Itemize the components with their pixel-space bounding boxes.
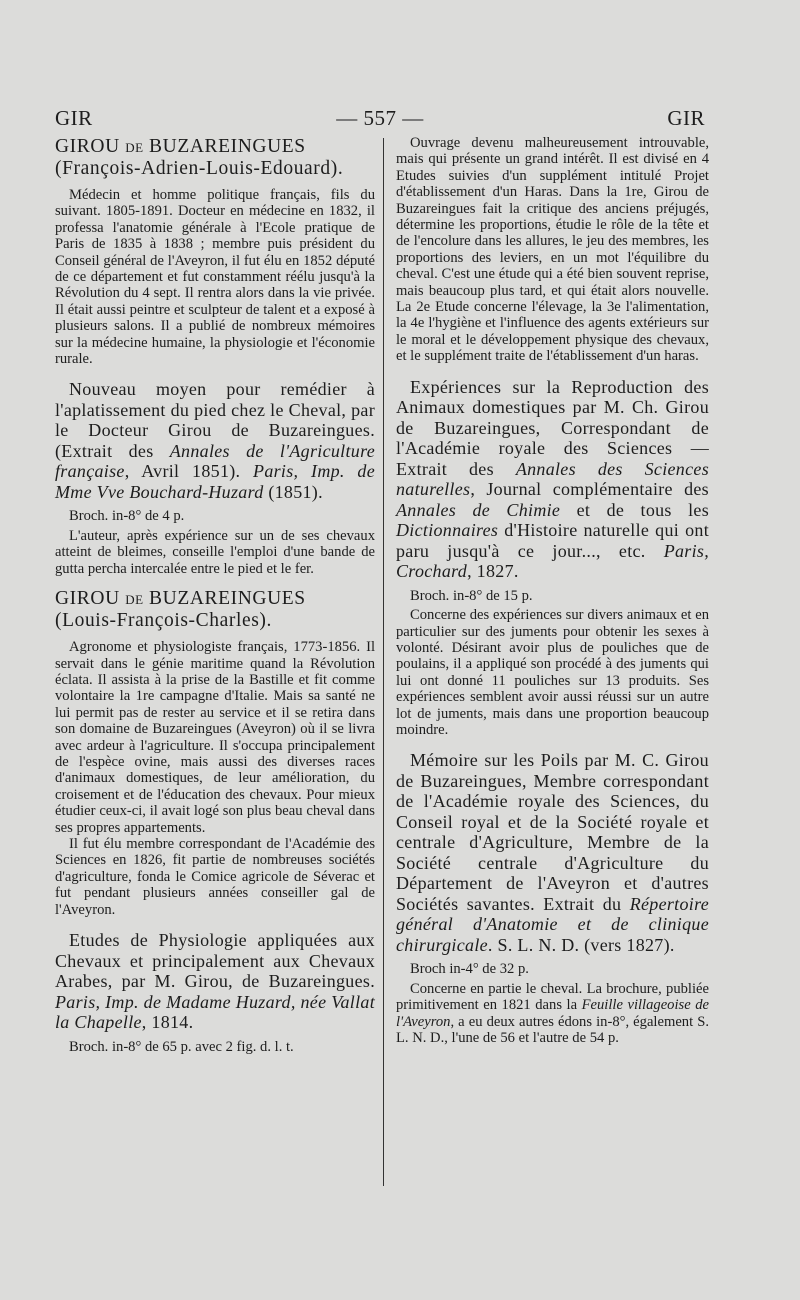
imprint: Paris, Imp. de Madame Huzard, née Vallat la Chapelle <box>55 991 375 1032</box>
journal-name: Annales des Sciences naturelles <box>396 458 709 500</box>
surname-end: BUZAREINGUES <box>143 136 306 157</box>
annotation: L'auteur, après expérience sur un de ses chevaux atteint de bleimes, conseille l'emploi d'une bande de gutta percha intercalée entre le pied et le fer. <box>55 527 375 577</box>
surname: GIROU <box>55 136 126 157</box>
journal-name: Feuille villageoise de l'Aveyron <box>396 997 710 1030</box>
work-title-mid: , Journal complémentaire des <box>470 479 709 500</box>
surname: GIROU <box>55 588 126 610</box>
running-head-left: GIR <box>55 106 93 130</box>
work-title-text: Nouveau moyen pour remédier à l'aplatissement du pied chez le Cheval, par le Docteur Girou de Buzareingues. (Extrait des <box>55 379 375 461</box>
annotation <box>396 981 709 1047</box>
work-title <box>55 930 375 1033</box>
particle: DE <box>125 140 144 155</box>
annotation: Concerne des expériences sur divers animaux et en particulier sur des juments pour obtenir les sexes à volonté. Désirant avoir plus de pouliches que de poulains, il a appliqué son procédé à des juments qui lui ont donné 11 pouliches sur 13 produits. Ses expériences semblent avoir aussi réussi sur un autre lot de juments, mais dans une proportion beaucoup moindre. <box>396 607 709 738</box>
journal-name-3: Dictionnaires <box>396 520 499 541</box>
running-head-right: GIR <box>667 106 705 130</box>
work-title-text: Mémoire sur les Poils par M. C. Girou de Buzareingues, Membre correspondant de l'Académie royale des Sciences, du Conseil royal et de la Société royale et centrale d'Agriculture, Membre de la Société centrale d'Agriculture du Département de l'Aveyron et d'autres Sociétés savantes. Extrait du <box>396 750 709 914</box>
column-divider <box>383 138 384 1186</box>
work-title-text: Etudes de Physiologie appliquées aux Chevaux et principalement aux Chevaux Arabes, par M. Girou, de Buzareingues. <box>55 930 375 991</box>
work-title <box>55 379 375 502</box>
entry-heading <box>55 589 375 631</box>
annotation-text: Concerne en partie le cheval. La brochure, publiée primitivement en 1821 dans la <box>396 980 709 1014</box>
particle: DE <box>125 592 144 608</box>
work-title-mid-2: et de tous les <box>560 499 710 520</box>
work-year: (1851). <box>263 481 323 502</box>
work-title-mid: , Avril 1851). <box>124 461 254 482</box>
work-title-text: Expériences sur la Reproduction des Animaux domestiques par M. Ch. Girou de Buzareingues, Correspondant de l'Académie royale des Sciences — Extrait des <box>396 376 709 479</box>
imprint: Paris, Imp. de Mme Vve Bouchard-Huzard <box>55 461 375 502</box>
work-year: , 1827. <box>467 561 519 582</box>
format: Broch in-4° de 32 p. <box>410 961 529 978</box>
annotation: Ouvrage devenu malheureusement introuvable, mais qui présente un grand intérêt. Il est divisé en 4 Etudes suivies d'un supplément intitulé Projet d'établissement d'un Haras. Dans la 1re, Girou de Buzareingues fait la critique des anciens préjugés, détermine les proportions, étudie le rôle de la tête et de l'encolure dans les allures, le jeu des membres, les proportions des leviers, en un mot l'équilibre du cheval. C'est une étude qui a été bien souvent reprise, mais beaucoup plus tard, et qui était alors nouvelle. La 2e Etude concerne l'élevage, la 3e l'alimentation, la 4e l'hygiène et l'influence des agents extérieurs sur le moral et le développement physique des chevaux, et le supplément traite de l'établissement d'un haras. <box>396 135 709 365</box>
imprint: Paris, Crochard <box>396 540 709 582</box>
biography: Agronome et physiologiste français, 1773-1856. Il servait dans le génie maritime quand la Révolution éclata. Il assista à la prise de la Bastille et fit comme volontaire la 1re campagne d'Italie. Mais sa santé ne lui permit pas de rester au service et il se retira dans son domaine de Buzareingues (Aveyron) où il se livra avec ardeur à l'agriculture. Il s'occupa principalement de l'espèce ovine, mais aussi des diverses races d'animaux domestiques, de leur amélioration, du croisement et de l'éducation des chevaux. Pour mieux étudier ceux-ci, il avait logé son plus beau cheval dans ses propres appartements. <box>55 639 375 836</box>
journal-name: Annales de l'Agriculture française <box>55 440 375 482</box>
journal-name-2: Annales de Chimie <box>396 499 561 520</box>
right-column <box>396 135 709 1046</box>
format: Broch. in-8° de 4 p. <box>69 508 185 525</box>
page-header <box>55 106 705 136</box>
given-names: (François-Adrien-Louis-Edouard). <box>55 157 344 179</box>
journal-name: Répertoire général d'Anatomie et de clinique chirurgicale <box>396 893 709 955</box>
biography: Médecin et homme politique français, fils du suivant. 1805-1891. Docteur en médecine en 1832, il professa l'anatomie générale à l'Ecole pratique de Paris de 1835 à 1838 ; membre puis président du Conseil général de l'Aveyron, il fut élu en 1852 député de ce département et fut constamment réélu jusqu'à la Révolution du 4 sept. Il rentra alors dans la vie privée. Il était aussi peintre et sculpteur de talent et a exposé à plusieurs salons. Il a publié de nombreux mémoires sur la médecine humaine, la physiologie et l'économie rurale. <box>55 187 375 368</box>
left-column <box>55 135 375 1058</box>
work-year: , 1814. <box>141 1012 194 1032</box>
work-title-end: d'Histoire naturelle qui ont paru jusqu'à ce jour..., etc. <box>396 520 709 561</box>
surname-end: BUZAREINGUES <box>143 588 306 610</box>
work-title <box>396 750 709 955</box>
work-title <box>396 377 709 582</box>
biography-continued: Il fut élu membre correspondant de l'Académie des Sciences en 1826, fit partie de nombreuses sociétés d'agriculture, fonda le Comice agricole de Séverac et fut pendant plusieurs années conseiller gal de l'Aveyron. <box>55 835 375 918</box>
given-names: (Louis-François-Charles). <box>55 609 272 631</box>
entry-heading <box>55 137 375 179</box>
page-number: — 557 — <box>336 106 424 130</box>
format: Broch. in-8° de 65 p. avec 2 fig. d. l. t. <box>69 1038 294 1055</box>
format: Broch. in-8° de 15 p. <box>410 587 533 604</box>
work-title-end: . S. L. N. D. (vers 1827). <box>487 934 675 955</box>
annotation-text-end: , a eu deux autres édons in-8°, également S. L. N. D., l'une de 56 et l'autre de 54 p. <box>396 1013 709 1046</box>
